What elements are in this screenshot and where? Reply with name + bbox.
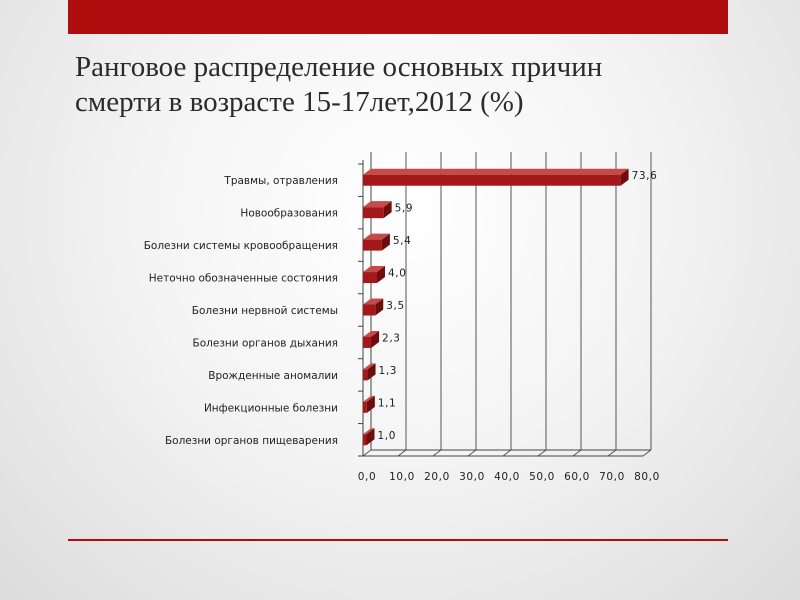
x-tick-labels	[358, 471, 660, 483]
floor-line	[573, 450, 581, 456]
bar-front-face	[363, 305, 375, 316]
category-label: Болезни органов пищеварения	[164, 434, 338, 447]
bar	[363, 428, 396, 445]
data-label: 1,3	[378, 364, 398, 377]
x-tick-label: 80,0	[634, 471, 660, 483]
slide-title-line-2: смерти в возрасте 15-17лет,2012 (%)	[75, 86, 524, 118]
data-label: 2,3	[382, 332, 401, 345]
slide-title-line-1: Ранговое распределение основных причин	[75, 51, 603, 83]
bar-front-face	[363, 369, 368, 380]
data-label: 5,4	[392, 235, 412, 248]
floor-line	[468, 450, 476, 456]
bar-front-face	[363, 337, 371, 348]
floor-line	[608, 450, 616, 456]
floor-line	[363, 450, 371, 456]
category-label: Новообразования	[240, 207, 338, 220]
data-label: 73,6	[631, 170, 658, 183]
bar-front-face	[363, 175, 621, 186]
bar-front-face	[363, 240, 382, 251]
category-label: Травмы, отравления	[224, 175, 338, 188]
x-tick-label: 0,0	[357, 471, 377, 483]
category-label: Врожденные аномалии	[208, 369, 338, 382]
bar	[363, 266, 407, 283]
data-label: 4,0	[388, 267, 407, 280]
floor-line	[398, 450, 406, 456]
category-label: Болезни нервной системы	[191, 305, 338, 317]
bar-front-face	[363, 434, 367, 445]
bar-top-face	[363, 169, 629, 175]
data-label: 3,5	[386, 300, 405, 312]
x-tick-label: 10,0	[389, 471, 415, 483]
x-tick-label: 50,0	[529, 471, 555, 483]
x-tick-label: 30,0	[459, 471, 485, 483]
bars	[363, 169, 657, 446]
grid-lines	[363, 152, 651, 456]
bar	[363, 169, 657, 186]
floor-line	[503, 450, 511, 456]
floor-line	[433, 450, 441, 456]
floor-line	[538, 450, 546, 456]
bar	[363, 363, 397, 380]
category-labels	[144, 175, 338, 447]
x-tick-label: 70,0	[599, 471, 625, 483]
data-label: 5,9	[394, 202, 414, 215]
category-label: Болезни органов дыхания	[192, 337, 338, 350]
x-tick-label: 20,0	[424, 471, 450, 483]
data-label: 1,0	[377, 429, 396, 442]
category-label: Неточно обозначенные состояния	[148, 272, 338, 285]
bottom-accent-line	[68, 539, 728, 541]
category-label: Болезни системы кровообращения	[143, 240, 338, 253]
floor-line	[643, 450, 651, 456]
bar	[363, 396, 396, 413]
bar-front-face	[363, 207, 384, 218]
bar	[363, 299, 405, 316]
x-tick-label: 60,0	[564, 471, 590, 483]
category-label: Инфекционные болезни	[203, 402, 338, 415]
x-tick-label: 40,0	[494, 471, 520, 483]
bar	[363, 234, 411, 251]
bar	[363, 331, 401, 348]
data-label: 1,1	[377, 397, 397, 410]
bar-front-face	[363, 402, 367, 413]
bar-front-face	[363, 272, 377, 283]
